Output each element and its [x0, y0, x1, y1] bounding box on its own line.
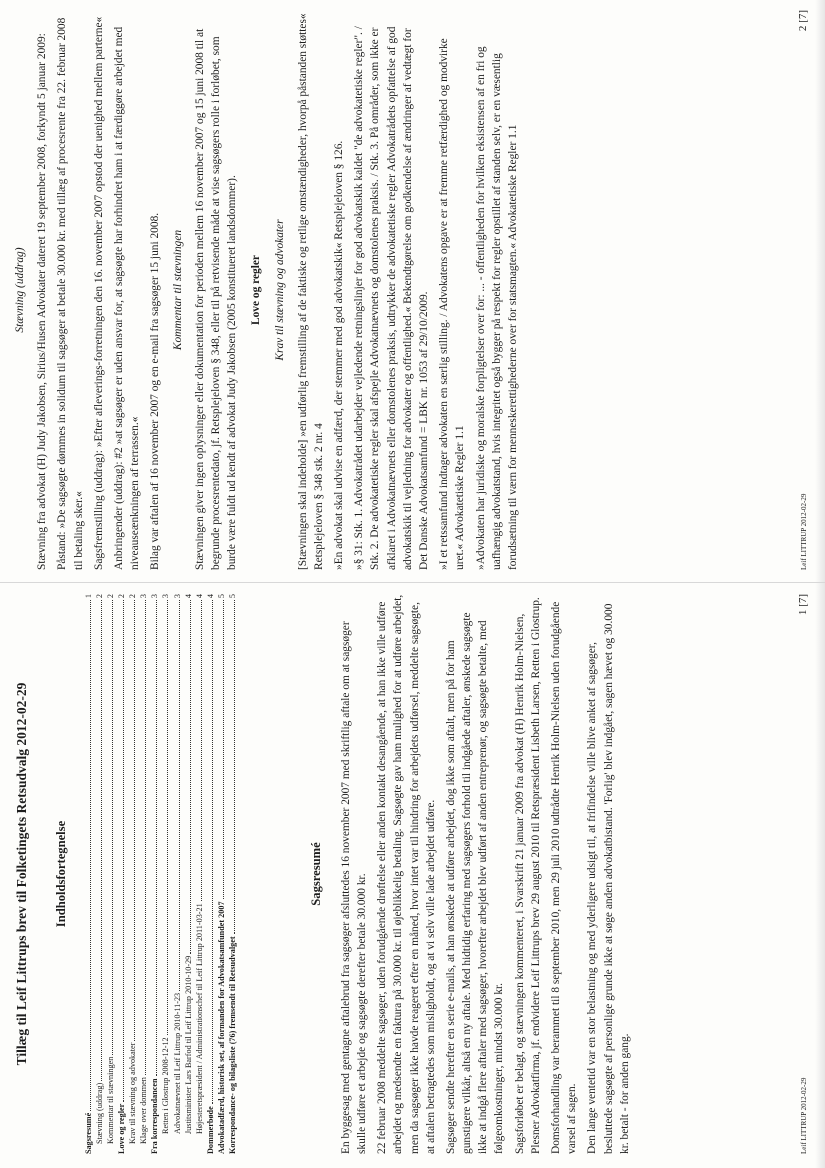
staevning-line: Sagsfremstilling (uddrag): »Efter afleverings-forretningen den 16. november 2007 opstod der uenighed mellem parterne« [92, 16, 105, 570]
toc-entry-page: 2 [117, 594, 127, 599]
toc-leader-dots [101, 600, 102, 1081]
toc-leader-dots [190, 600, 191, 954]
toc-entry-label: Advokatnævnet til Leif Littrup 2010-11-23 [172, 992, 182, 1134]
toc-entry-label: Kommentar til stævningen [106, 1056, 116, 1144]
toc-leader-dots [179, 600, 180, 991]
toc-entry-page: 3 [172, 594, 182, 599]
toc-entry [116, 594, 127, 1154]
toc-leader-dots [212, 600, 213, 1104]
toc-heading: Indholdsfortegnelse [54, 820, 69, 928]
heading-staevning: Stævning (uddrag) [14, 247, 26, 333]
krav-paragraph: [Stævningen skal indeholde] »en udførlig fremstilling af de faktiske og retlige omstændigheder, hvorpå påstanden støttes« Retsplejeloven § 348 stk. 2 nr. 4 [296, 13, 325, 570]
table-of-contents [83, 594, 238, 1154]
staevning-line: Stævning fra advokat (H) Judy Jakobsen, Sirius/Husen Advokater dateret 19 september 2008, forkyndt 5 januar 2009: [36, 33, 49, 570]
toc-leader-dots [145, 600, 146, 1075]
toc-entry-label: Korrespondance- og bilagsliste (76) fremsendt til Retsudvalget [227, 936, 237, 1154]
summary-paragraph: Den lange ventetid var en stor belastning og med yderligere udsigt til, at frifindelse ville blive anket af sagsøger, besluttede sagsøgte af personlige grunde ikke at søge anden advokatbistand. 'Forlig' blev indgået, sagen hævet og 30.000 kr. betalt - for anden gang. [586, 603, 631, 1154]
heading-krav: Krav til stævning og advokater [274, 219, 287, 361]
summary-heading: Sagsresumé [308, 842, 323, 906]
toc-entry [183, 594, 194, 1154]
toc-leader-dots [156, 600, 157, 1076]
toc-leader-dots [234, 600, 235, 934]
krav-paragraph: »§ 31: Stk. 1. Advokatrådet udarbejder vejledende retningslinjer for god advokatskik kaldet "de advokatetiske regler". / Stk. 2. De advokatetiske regler skal afspejle Advokatnævnets og domstolenes praksis. / Stk. 3. På områder, som ikke er afklaret i Advokatnævnets eller domstolenes praksis, udtrykker de advokatetiske regler Advokatrådets opfattelse af god advokatskik til vejledning for advokater og offentlighed.« Bekendtgørelse om godkendelse af ændringer af vedtægt for Det Danske Advokatsamfund = LBK nr. 1053 af 29/10/2009. [353, 26, 430, 570]
page-number: 2 [7] [797, 10, 810, 32]
toc-entry [205, 594, 216, 1154]
toc-entry-label: Love og regler [117, 1103, 127, 1154]
toc-entry-page: 1 [84, 594, 94, 599]
toc-entry-page: 3 [150, 594, 160, 599]
toc-entry [105, 594, 116, 1154]
toc-entry-page: 2 [106, 594, 116, 599]
toc-entry-label: Krav til stævning og advokater [128, 1042, 138, 1144]
staevning-line: Anbringender (uddrag): #2 »at sagsøger er uden ansvar for, at sagsøgte har forhindret ham i at færdiggøre arbejdet med niveauseænkningen af terrassen.« [112, 26, 142, 570]
page-1-footer [796, 594, 812, 1154]
staevning-line: Påstand: »De sagsøgte dømmes in solidum til sagsøger at betale 30.000 kr. med tillæg af procesrente fra 22. februar 2008 til betaling sker.« [56, 17, 85, 570]
toc-leader-dots [90, 600, 91, 1111]
toc-entry-label: Klage over dommen [139, 1077, 149, 1144]
toc-entry-page: 4 [205, 594, 215, 599]
toc-entry-page: 2 [128, 594, 138, 599]
summary-paragraph: Sagsøger sendte herefter en serie e-mails, at han ønskede at udføre arbejdet, dog ikke som aftalt, men på for ham gunstigere vilkår, altså en ny aftale. Med hidtidig erfaring med sagsøgers forhold til indgåede aftaler, ønskede sagsøgte ikke at indgå flere aftaler med sagsøger, hvorefter arbejdet blev udført af anden entreprenør, og sagsøgte betalte, med følgeomkostninger, mindst 30.000 kr. [444, 612, 506, 1154]
toc-leader-dots [223, 600, 224, 899]
page-divider [0, 582, 825, 583]
toc-entry-page: 2 [95, 594, 105, 599]
toc-entry [160, 594, 171, 1154]
page-2-region [0, 0, 825, 582]
toc-entry-label: Højesteretspræsident / Administrationschef til Leif Littrup 2011-03-21 [194, 903, 204, 1134]
page-number: 1 [7] [797, 594, 810, 616]
toc-entry [127, 594, 138, 1154]
toc-entry-label: Sagsresumé [84, 1112, 94, 1154]
toc-entry-page: 4 [194, 594, 204, 599]
summary-paragraph: Domsforhandling var berammet til 8 september 2010, men 29 juli 2010 udtrådte Henrik Holm-Nielsen uden forudgående varsel af sagen. [550, 601, 579, 1154]
summary-paragraph: 22 februar 2008 meddelte sagsøger, uden forudgående drøftelse eller anden kontakt desangående, at han ikke ville udføre arbejdet og medsendte en faktura på 30.000 kr. til øjeblikkelig betaling. Sagsøgte gav ham mulighed for at udføre arbejdet, men da sagsøger ikke havde reageret efter en måned, hvor intet var til hindring for arbejdets udførsel, meddelte sagsøgte, at aftalen betragtedes som misligholdt, og at vi selv ville lade arbejdet udføre. [376, 594, 437, 1154]
heading-love-og-regler: Love og regler [250, 255, 263, 326]
toc-entry [94, 594, 105, 1154]
toc-entry-page: 3 [139, 594, 149, 599]
toc-entry-label: Dommerbøde [205, 1106, 215, 1154]
toc-entry [194, 594, 205, 1154]
page-1-region [0, 584, 825, 1166]
toc-leader-dots [167, 600, 168, 1035]
staevning-block [34, 10, 163, 570]
page-2-footer [796, 10, 812, 570]
krav-paragraph: »Advokaten har juridiske og moralske forpligtelser over for: ... - offentligheden for hvilken eksistensen af en fri og uafhængig advokatstand, hvis integritet også bygger på respekt for regler opstillet af standen selv, er en væsentlig forudsætning til værn for menneskerettighederne over for statsmagten.« Advokatetiske Regler 1.1 [474, 46, 519, 570]
staevning-line: Bilag var aftalen af 16 november 2007 og en e-mail fra sagsøger 15 juni 2008. [149, 212, 162, 570]
toc-entry-page: 4 [183, 594, 193, 599]
toc-entry-label: Justitsminister Lars Barfod til Leif Littrup 2010-10-29 [183, 955, 193, 1134]
toc-leader-dots [201, 600, 202, 901]
toc-entry [83, 594, 94, 1154]
footer-author: Leif LITTRUP 2012-02-29 [800, 493, 809, 570]
page-1 [12, 594, 812, 1154]
toc-entry [216, 594, 227, 1154]
toc-entry-page: 5 [216, 594, 226, 599]
toc-entry [149, 594, 160, 1154]
toc-entry-label: Fra korrespondancen [150, 1078, 160, 1154]
toc-entry-label: Advokatadfærd, historisk set, af formanden for Advokatsamfundet 2007 [216, 901, 226, 1154]
summary-body [338, 594, 633, 1154]
toc-entry-label: Retten i Glostrup 2008-12-12 [161, 1037, 171, 1134]
heading-kommentar: Kommentar til stævningen [171, 229, 184, 351]
toc-entry [172, 594, 183, 1154]
krav-paragraph: »En advokat skal udvise en adfærd, der stemmer med god advokatskik« Retsplejeloven § 126. [333, 140, 345, 570]
summary-paragraph: Sagsforløbet er belagt, og stævningen kommenteret, i Svarskrift 21 januar 2009 fra advokat (H) Henrik Holm-Nielsen, Plesner Advokatfirma, jf. endvidere Leif Littrups brev 29 august 2010 til Retspræsident Lisbeth Larsen, Retten i Glostrup. [513, 597, 542, 1154]
toc-entry [138, 594, 149, 1154]
toc-leader-dots [123, 600, 124, 1102]
toc-entry-page: 5 [227, 594, 237, 599]
kommentar-text: Stævningen giver ingen oplysninger eller dokumentation for perioden mellem 16 november 2007 og 15 juni 2008 til at begrunde procesrentedato, jf. Retsplejeloven § 348, eller til på retvisende måde at vise sagsøgers rolle i forløbet, som burde være fuldt ud kendt af advokat Judy Jakobsen (2005 konstitueret landsdommer). [193, 28, 239, 570]
krav-paragraph: »I et retssamfund indtager advokaten en særlig stilling. / Advokatens opgave er at fremme retfærdighed og modvirke uret.« Advokatetiske Regler 1.1 [438, 38, 467, 570]
toc-leader-dots [112, 600, 113, 1055]
toc-leader-dots [134, 600, 135, 1040]
footer-author: Leif LITTRUP 2012-02-29 [800, 1077, 809, 1154]
document-title: Tillæg til Leif Littrups brev til Folketingets Retsudvalg 2012-02-29 [14, 682, 29, 1066]
summary-paragraph: En byggesag med gentagne aftalebrud fra sagsøger afsluttedes 16 november 2007 med skriftlig aftale om at sagsøger skulle udføre et arbejde og sagsøgte derefter betale 30.000 kr. [339, 621, 368, 1154]
toc-entry-label: Stævning (uddrag) [95, 1082, 105, 1144]
page-2 [12, 10, 812, 570]
toc-entry-page: 3 [161, 594, 171, 599]
toc-entry [227, 594, 238, 1154]
